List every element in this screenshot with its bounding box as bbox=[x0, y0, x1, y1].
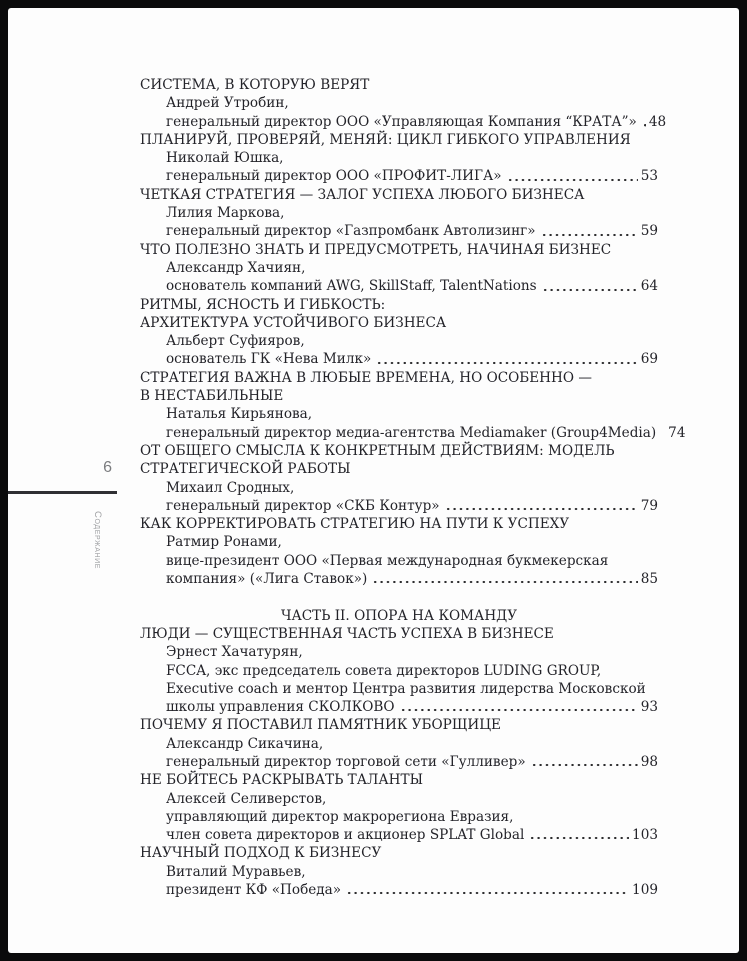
entry-role-page-line bbox=[140, 570, 658, 588]
toc-entry bbox=[140, 716, 658, 771]
entry-role-page-line bbox=[140, 881, 658, 899]
toc bbox=[140, 76, 686, 899]
entry-title-line: В НЕСТАБИЛЬНЫЕ bbox=[140, 388, 284, 405]
entry-page-number: 85 bbox=[640, 571, 658, 588]
entry-title-line: СТРАТЕГИЯ ВАЖНА В ЛЮБЫЕ ВРЕМЕНА, НО ОСОБЕННО — bbox=[140, 369, 592, 386]
entry-page-number: 74 bbox=[668, 424, 686, 441]
entry-title-line: ЧТО ПОЛЕЗНО ЗНАТЬ И ПРЕДУСМОТРЕТЬ, НАЧИНАЯ БИЗНЕС bbox=[140, 241, 612, 258]
toc-entry bbox=[140, 515, 658, 588]
margin-rule bbox=[8, 491, 117, 494]
entry-title-line: КАК КОРРЕКТИРОВАТЬ СТРАТЕГИЮ НА ПУТИ К УСПЕХУ bbox=[140, 516, 570, 533]
entry-role-line: вице-президент ООО «Первая международная букмекерская bbox=[166, 552, 609, 569]
entry-title-line: ПОЧЕМУ Я ПОСТАВИЛ ПАМЯТНИК УБОРЩИЦЕ bbox=[140, 717, 501, 734]
entry-author: Алексей Селиверстов, bbox=[166, 790, 327, 807]
entry-author: Александр Сикачина, bbox=[166, 735, 324, 752]
toc-entry bbox=[140, 442, 658, 515]
entry-page-number: 93 bbox=[640, 699, 658, 716]
entry-role-line: управляющий директор макрорегиона Евразия, bbox=[166, 808, 514, 825]
entry-role-line: Executive coach и ментор Центра развития лидерства Московской bbox=[166, 680, 646, 697]
entry-title-line: НЕ БОЙТЕСЬ РАСКРЫВАТЬ ТАЛАНТЫ bbox=[140, 772, 423, 789]
entry-page-number: 64 bbox=[640, 278, 658, 295]
entry-author: Андрей Утробин, bbox=[166, 95, 289, 112]
entry-page-number: 53 bbox=[640, 168, 658, 185]
toc-entry bbox=[140, 844, 658, 899]
entry-page-number: 98 bbox=[640, 753, 658, 770]
dot-leader bbox=[376, 350, 637, 368]
dot-leader bbox=[542, 277, 638, 295]
entry-title-line: ЛЮДИ — СУЩЕСТВЕННАЯ ЧАСТЬ УСПЕХА В БИЗНЕСЕ bbox=[140, 625, 554, 642]
entry-role-line: основатель ГК «Нева Милк» bbox=[166, 351, 372, 368]
entry-role-line: компания» («Лига Ставок») bbox=[166, 571, 368, 588]
entry-author: Михаил Сродных, bbox=[166, 479, 295, 496]
entry-role-page-line bbox=[140, 424, 686, 442]
toc-entry bbox=[140, 76, 667, 131]
entry-role-page-line bbox=[140, 826, 658, 844]
entry-role-line: генеральный директор ООО «ПРОФИТ-ЛИГА» bbox=[166, 168, 502, 185]
entry-role-page-line bbox=[140, 113, 667, 131]
entry-role-line: генеральный директор «СКБ Контур» bbox=[166, 497, 440, 514]
toc-entry bbox=[140, 241, 658, 296]
entry-title-line: РИТМЫ, ЯСНОСТЬ И ГИБКОСТЬ: bbox=[140, 296, 386, 313]
toc-entry bbox=[140, 186, 658, 241]
toc-entry bbox=[140, 369, 686, 442]
entry-author: Николай Юшка, bbox=[166, 150, 284, 167]
part-header: ЧАСТЬ II. ОПОРА НА КОМАНДУ bbox=[280, 607, 518, 624]
entry-role-line: генеральный директор торговой сети «Гулливер» bbox=[166, 753, 526, 770]
dot-leader bbox=[372, 570, 637, 588]
page-number: 6 bbox=[103, 459, 112, 476]
entry-title-line: СТРАТЕГИЧЕСКОЙ РАБОТЫ bbox=[140, 461, 351, 478]
entry-role-line: генеральный директор медиа-агентства Mediamaker (Group4Media) bbox=[166, 424, 657, 441]
entry-page-number: 79 bbox=[640, 497, 658, 514]
entry-title-line: ОТ ОБЩЕГО СМЫСЛА К КОНКРЕТНЫМ ДЕЙСТВИЯМ: МОДЕЛЬ bbox=[140, 442, 615, 459]
entry-role-line: школы управления СКОЛКОВО bbox=[166, 699, 395, 716]
entry-author: Ратмир Ронами, bbox=[166, 534, 282, 551]
entry-role-page-line bbox=[140, 222, 658, 240]
entry-page-number: 59 bbox=[640, 223, 658, 240]
section-spacer bbox=[140, 588, 658, 606]
toc-entry bbox=[140, 296, 658, 369]
entry-author: Лилия Маркова, bbox=[166, 205, 285, 222]
entry-role-page-line bbox=[140, 167, 658, 185]
entry-role-line: генеральный директор ООО «Управляющая Компания “КРАТА”» bbox=[166, 113, 637, 130]
entry-role-page-line bbox=[140, 497, 658, 515]
entry-title-line: СИСТЕМА, В КОТОРУЮ ВЕРЯТ bbox=[140, 77, 370, 93]
entry-author: Александр Хачиян, bbox=[166, 259, 306, 276]
margin-section-label: Содержание bbox=[92, 511, 103, 570]
toc-entry bbox=[140, 131, 658, 186]
toc-entry bbox=[140, 771, 658, 844]
entry-role-line: генеральный директор «Газпромбанк Автолизинг» bbox=[166, 223, 536, 240]
toc-entry bbox=[140, 625, 658, 716]
dot-leader bbox=[529, 826, 629, 844]
entry-role-page-line bbox=[140, 350, 658, 368]
entry-page-number: 69 bbox=[640, 351, 658, 368]
dot-leader bbox=[346, 881, 629, 899]
entry-title-line: ЧЕТКАЯ СТРАТЕГИЯ — ЗАЛОГ УСПЕХА ЛЮБОГО БИЗНЕСА bbox=[140, 186, 585, 203]
entry-page-number: 103 bbox=[632, 827, 658, 844]
dot-leader bbox=[541, 222, 638, 240]
entry-role-page-line bbox=[140, 277, 658, 295]
dot-leader bbox=[507, 167, 638, 185]
entry-role-line: FCCA, экс председатель совета директоров LUDING GROUP, bbox=[166, 662, 602, 679]
entry-page-number: 48 bbox=[648, 113, 667, 130]
entry-author: Наталья Кирьянова, bbox=[166, 406, 313, 423]
entry-role-page-line bbox=[140, 753, 658, 771]
page bbox=[8, 8, 739, 953]
dot-leader bbox=[445, 497, 638, 515]
entry-role-line: президент КФ «Победа» bbox=[166, 882, 342, 899]
entry-author: Виталий Муравьев, bbox=[166, 863, 306, 880]
dot-leader bbox=[531, 753, 638, 771]
dot-leader bbox=[400, 698, 638, 716]
entry-role-page-line bbox=[140, 698, 658, 716]
entry-role-line: член совета директоров и акционер SPLAT Global bbox=[166, 827, 525, 844]
entry-author: Альберт Суфияров, bbox=[166, 333, 305, 350]
dot-leader bbox=[661, 424, 665, 442]
entry-role-line: основатель компаний AWG, SkillStaff, TalentNations bbox=[166, 278, 537, 295]
entry-page-number: 109 bbox=[632, 882, 658, 899]
dot-leader bbox=[642, 113, 646, 131]
entry-author: Эрнест Хачатурян, bbox=[166, 644, 303, 661]
entry-title-line: АРХИТЕКТУРА УСТОЙЧИВОГО БИЗНЕСА bbox=[140, 314, 447, 331]
entry-title-line: НАУЧНЫЙ ПОДХОД К БИЗНЕСУ bbox=[140, 845, 382, 862]
entry-title-line: ПЛАНИРУЙ, ПРОВЕРЯЙ, МЕНЯЙ: ЦИКЛ ГИБКОГО УПРАВЛЕНИЯ bbox=[140, 131, 631, 148]
